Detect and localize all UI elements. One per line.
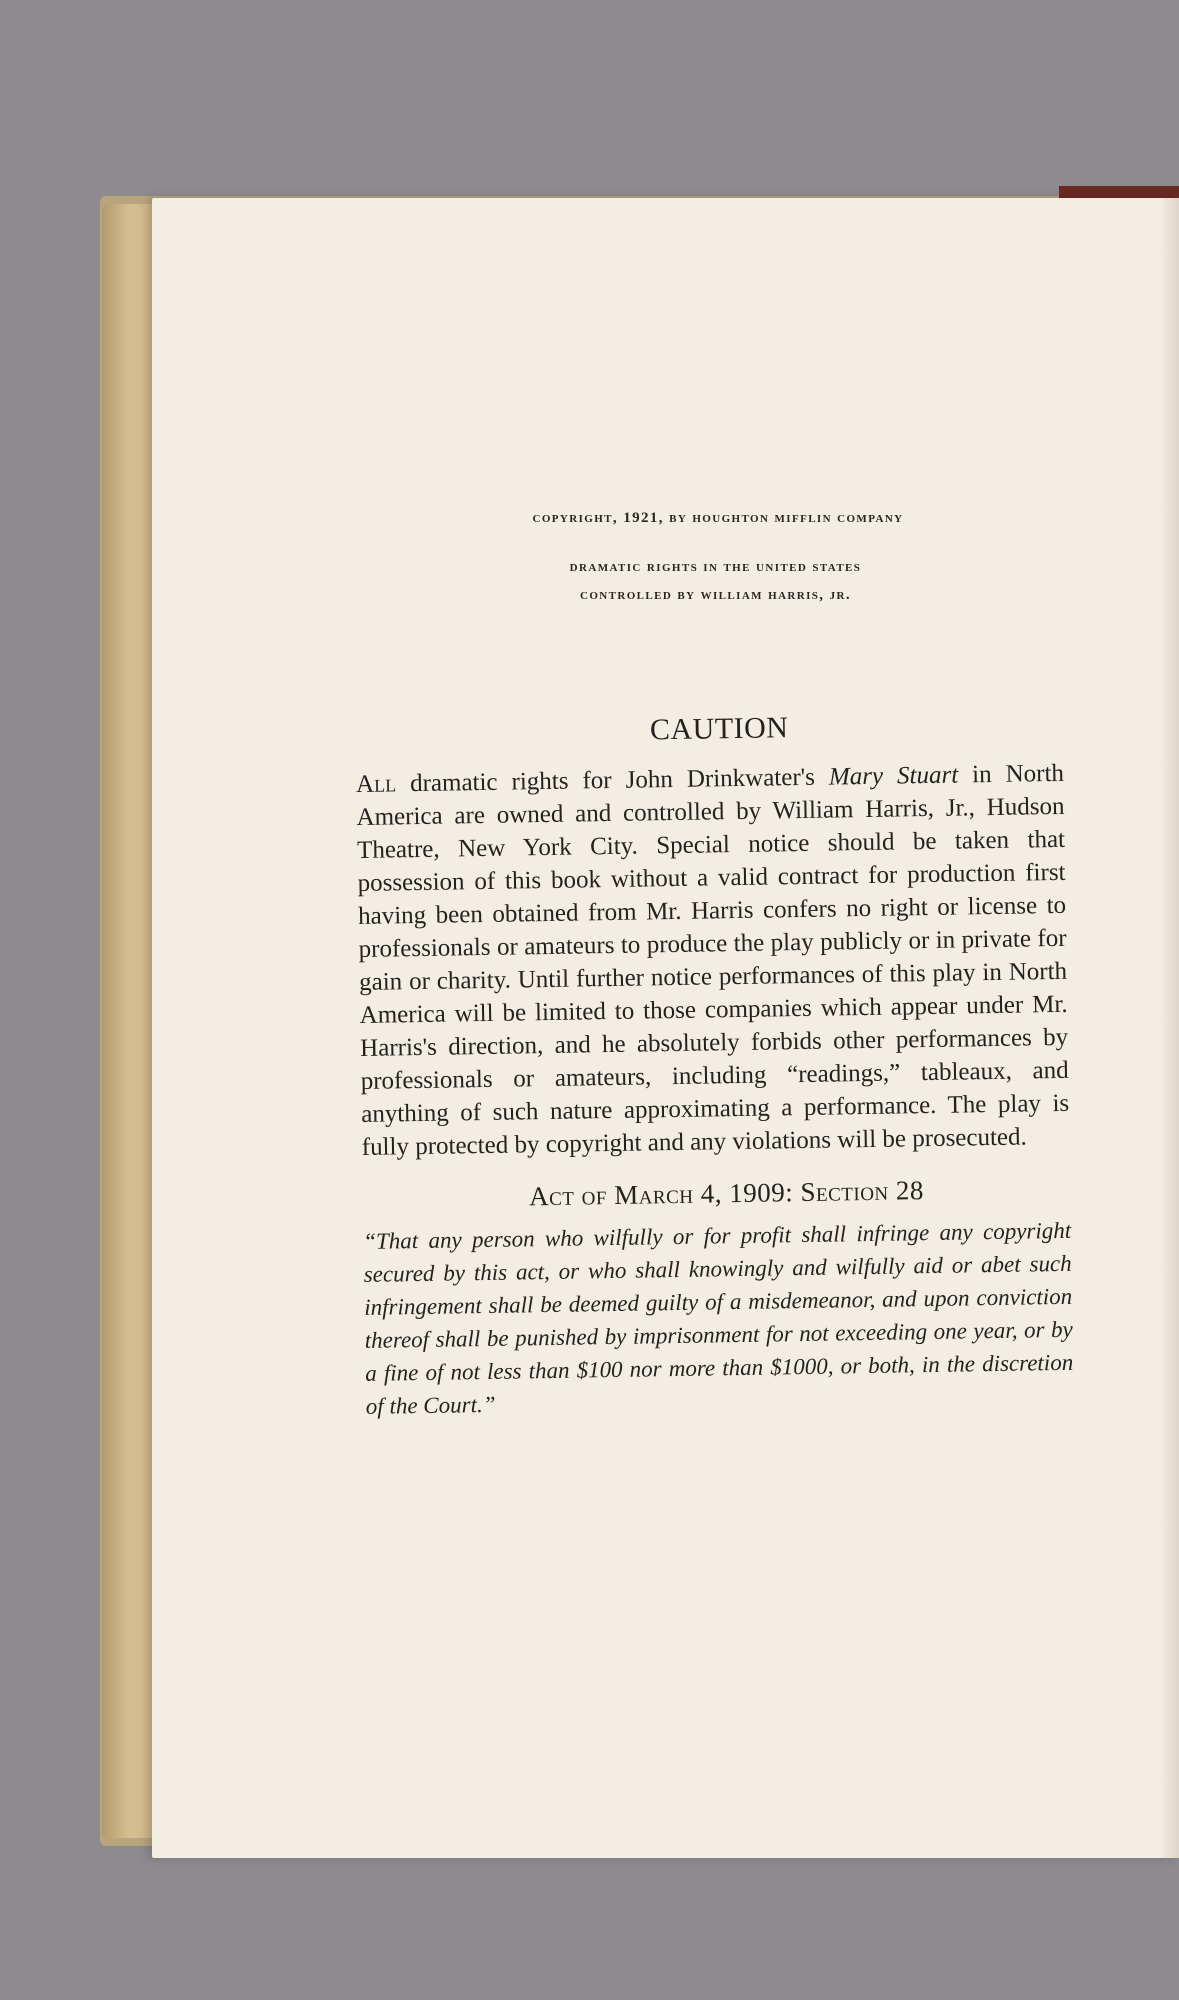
copyright-line: copyright, 1921, by houghton mifflin company <box>532 510 904 526</box>
caution-text-2: in North America are owned and controlled by William Harris, Jr., Hudson Theatre, New York City. Special notice should be taken that possession of this book without a valid contract for production first having been obtained from Mr. Harris confers no right or license to professionals or amateurs to produce the play publicly or in private for gain or charity. Until further notice performances of this play in North America will be limited to those companies which appear under Mr. Harris's direction, and he absolutely forbids other performances by professionals or amateurs, including “readings,” tableaux, and anything of such nature approximating a performance. The play is fully protected by copyright and any violations will be prosecuted. <box>356 759 1070 1161</box>
copyright-notice <box>152 510 1179 527</box>
dramatic-rights-notice <box>152 553 1179 609</box>
caution-paragraph <box>356 757 1070 1164</box>
caution-lead-word: All <box>355 770 397 798</box>
caution-text-1: dramatic rights for John Drinkwater's <box>395 763 830 798</box>
rights-line-1: dramatic rights in the united states <box>569 559 862 575</box>
act-quote: “That any person who wilfully or for profit shall infringe any copyright secured by this act, or who shall knowingly and wilfully aid or abet such infringement shall be deemed guilty of a misdemeanor, and upon conviction thereof shall be punished by imprisonment for not exceeding one year, or by a fine of not less than $100 nor more than $1000, or both, in the discretion of the Court.” <box>363 1217 1074 1419</box>
rights-line-2: controlled by william harris, jr. <box>579 587 851 603</box>
book-page <box>152 198 1179 1858</box>
play-title: Mary Stuart <box>828 761 959 791</box>
act-heading: Act of March 4, 1909: Section 28 <box>528 1175 925 1212</box>
caution-title: CAUTION <box>649 711 789 747</box>
caution-section <box>355 707 1074 1423</box>
